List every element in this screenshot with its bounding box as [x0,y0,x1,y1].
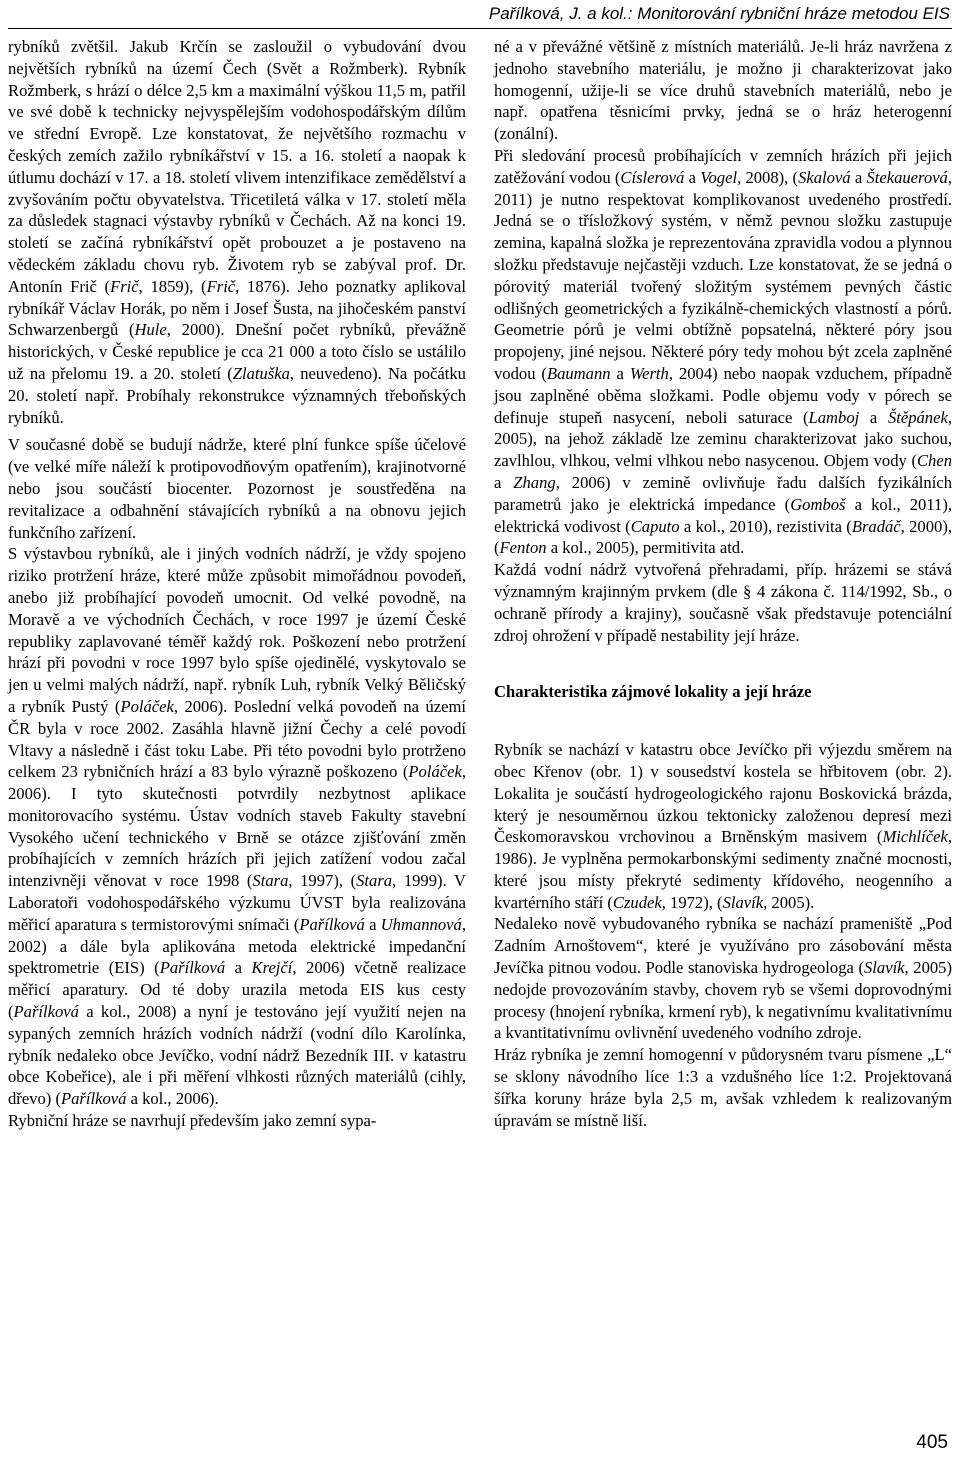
citation-author: Baumann [546,363,611,383]
citation-author: Zhang [513,472,556,492]
citation-author: Pařílková [60,1089,127,1109]
citation-author: Lamboj [808,407,860,427]
citation-author: Stara [252,871,289,891]
citation-author: Frič [206,276,236,296]
citation-author: Skalová [798,167,851,187]
citation-author: Poláček [408,762,462,782]
citation-author: Slavík [864,958,905,978]
paragraph: Při sledování procesů probíhajících v zemních hrázích při jejich zatěžování vodou (Císlerová a Vogel, 2008), (Skalová a Štekauerová, 2011) je nutno respektovat komplikovanost uvedeného prostředí. Jedná se o třísložkový systém, v němž pevnou složku zastupuje zemina, kapalná složka je reprezentována zpravidla vodou a plynnou složku představuje nejčastěji vzduch. Lze konstatovat, že se jedná o pórovitý materiál tvořený složitým systémem pevných částic odlišných geometrických a fyzikálně-chemických vlastností a pórů. Geometrie pórů je velmi obtížně popsatelná, některé póry jsou propojeny, jiné nejsou. Některé póry tedy mohou být zcela zaplněné vodou (Baumann a Werth, 2004) nebo naopak vzduchem, případně jsou zaplněné oběma složkami. Podle objemu vody v pórech se definuje stupeň nasycení, neboli saturace (Lamboj a Štěpánek, 2005), na jehož základě lze zeminu charakterizovat jako suchou, zavlhlou, vlhkou, velmi vlhkou nebo nasycenou. Objem vody (Chen a Zhang, 2006) v zemině ovlivňuje řadu dalších fyzikálních parametrů jako je elektrická impedance (Gomboš a kol., 2011), elektrická vodivost (Caputo a kol., 2010), rezistivita (Bradáč, 2000), (Fenton a kol., 2005), permitivita atd. [494,145,953,558]
citation-author: Pařílková [13,1002,79,1022]
citation-author: Werth [629,363,669,383]
citation-author: Štekauerová [866,167,948,187]
citation-author: Caputo [630,516,680,536]
citation-author: Krejčí [251,958,293,978]
section-heading: Charakteristika zájmové lokality a její hráze [494,682,812,702]
paragraph: Každá vodní nádrž vytvořená přehradami, příp. hrázemi se stává významným krajinným prvkem (dle § 4 zákona č. 114/1992, Sb., o ochraně přírody a krajiny), současně však představuje potenciální zdroj ohrožení v případě nestability její hráze. [494,560,952,645]
citation-author: Stara [356,871,393,891]
paragraph: Rybník se nachází v katastru obce Jevíčko při výjezdu směrem na obec Křenov (obr. 1) v sousedství kostela se hřbitovem (obr. 2). Lokalita je součástí hydrogeologického rajonu Boskovická brázda, který je nesouměrnou úzkou tektonicky založenou depresí mezi Českomoravskou vrchovinou a Brněnským masivem (Michlíček, 1986). Je vyplněna permokarbonskými sedimenty značné mocnosti, které jsou místy překryté sedimenty křídového, neogenního a kvartérního stáří (Czudek, 1972), (Slavík, 2005). [494,740,952,912]
paragraph: Hráz rybníka je zemní homogenní v půdorysném tvaru písmene „L“ se sklony návodního líce 1:3 a vzdušného líce 1:2. Projektovaná šířka koruny hráze byla 2,5 m, avšak vzhledem k realizovaným úpravám se místně liší. [494,1045,952,1130]
citation-author: Michlíček, [882,827,952,847]
citation-author: Vogel [700,167,738,187]
citation-author: Uhmannová [380,914,462,934]
citation-author: Císlerová [620,167,685,187]
citation-author: Pařílková [299,914,365,934]
citation-author: Czudek, [612,892,666,912]
citation-author: Poláček [120,696,174,716]
paragraph: Nedaleko nově vybudovaného rybníka se nachází prameniště „Pod Zadním Arnoštovem“, které je využíváno pro zásobování města Jevíčka pitnou vodou. Podle stanoviska hydrogeologa (Slavík, 2005) nedojde provozováním stavby, chovem ryb se všemi doprovodnými procesy (hnojení rybníka, krmení ryb), k negativnímu kvalitativnímu a kvantitativnímu ovlivnění uvedeného vodního zdroje. [494,914,953,1043]
paragraph: né a v převážné většině z místních materiálů. Je-li hráz navržena z jednoho stavebního materiálu, je možno ji charakterizovat jako homogenní, užije-li se více druhů stavebních materiálů, nebo je např. opatřena těsnicími prvky, jedná se o hráz heterogenní (zonální). [494,37,952,144]
citation-author: Bradáč [851,516,901,536]
citation-author: Frič [110,276,139,296]
citation-author: Štěpánek [887,407,948,427]
page-number: 405 [916,1432,948,1453]
paragraph: S výstavbou rybníků, ale i jiných vodních nádrží, je vždy spojeno riziko protržení hráze, které může způsobit mimořádnou povodeň, anebo již probíhající povodeň umocnit. Od velké povodně, na Moravě a ve východních Čechách, v roce 1997 je území České republiky zaplavované téměř každý rok. Poškození nebo protržení hrází při povodni v roce 1997 bylo spíše ojedinělé, vyskytovalo se jen u velmi malých nádrží, např. rybník Luh, rybník Velký Běličský a rybník Pustý (Poláček, 2006). Poslední velká povodeň na území ČR byla v roce 2002. Zasáhla hlavně jižní Čechy a celé povodí Vltavy a následně i část toku Labe. Při této povodni bylo protrženo celkem 23 rybničních hrází a 83 bylo výrazně poškozeno (Poláček, 2006). I tyto skutečnosti potvrdily nezbytnost aplikace monitorovacího systému. Ústav vodních staveb Fakulty stavební Vysokého učení technického v Brně se otázce zjišťování změn probíhajících v zemních hrázích při jejich zatížení vodou začal intenzivněji věnovat v roce 1998 (Stara, 1997), (Stara, 1999). V Laboratoři vodohospodářského výzkumu ÚVST byla realizována měřicí aparatura s termistorovými snímači (Pařílková a Uhmannová, 2002) a dále byla aplikována metoda elektrické impedanční spektrometrie (EIS) (Pařílková a Krejčí, 2006) včetně realizace měřicí aparatury. Od té doby urazila metoda EIS kus cesty (Pařílková a kol., 2008) a nyní je testováno její využití nejen na sypaných zemních hrázích vodních nádrží (vodní dílo Karolínka, rybník nedaleko obce Jevíčko, vodní nádrž Bezedník III. v katastru obce Kobeřice), ale i při měření vlhkosti různých materiálů (cihly, dřevo) (Pařílková a kol., 2006). [8,544,467,1109]
right-column [494,36,952,1131]
citation-author: Fenton [499,538,547,558]
citation-author: Hule [134,320,167,340]
header-rule [8,28,952,29]
citation-author: Pařílková [159,958,226,978]
citation-author: Zlatuška [232,363,290,383]
citation-author: Gomboš [790,494,846,514]
left-column [8,36,466,1132]
paragraph: V současné době se budují nádrže, které plní funkce spíše účelové (ve velké míře náleží k protipovodňovým opatřením), krajinotvorné nebo jsou součástí biocenter. Pozornost je soustředěna na revitalizace a odbahnění stávajících rybníků a na obnovu jejich funkčního zařízení. [8,435,466,542]
citation-author: Slavík [722,892,764,912]
paragraph: rybníků zvětšil. Jakub Krčín se zasloužil o vybudování dvou největších rybníků na území Čech (Svět a Rožmberk). Rybník Rožmberk, s hrází o délce 2,5 km a maximální výškou 11,5 m, patřil ve své době k technicky nejvyspělejším vodohospodářským dílům ve střední Evropě. Lze konstatovat, že největšího rozmachu v českých zemích zažilo rybníkářství v 15. a 16. století a naopak k útlumu dochází v 17. a 18. století vlivem intenzifikace zemědělství a zvyšováním počtu obyvatelstva. Třicetiletá válka v 17. století měla za důsledek stagnaci výstavby rybníků v Čechách. Až na konci 19. století se začíná rybníkářství opět probouzet a je postaveno na vědeckém základu chovu ryb. Životem ryb se zabýval prof. Dr. Antonín Frič (Frič, 1859), (Frič, 1876). Jeho poznatky aplikoval rybníkář Václav Horák, po něm i Josef Šusta, na jihočeském panství Schwarzenbergů (Hule, 2000). Dnešní počet rybníků, převážně historických, v České republice je cca 21 000 a toto číslo se ustálilo už na přelomu 19. a 20. století (Zlatuška, neuvedeno). Na počátku 20. století např. Probíhaly rekonstrukce významných třeboňských rybníků. [8,37,467,427]
citation-author: Chen [916,451,952,471]
running-head: Pařílková, J. a kol.: Monitorování rybniční hráze metodou EIS [488,4,950,23]
paragraph: Rybniční hráze se navrhují především jako zemní sypa- [8,1111,377,1131]
